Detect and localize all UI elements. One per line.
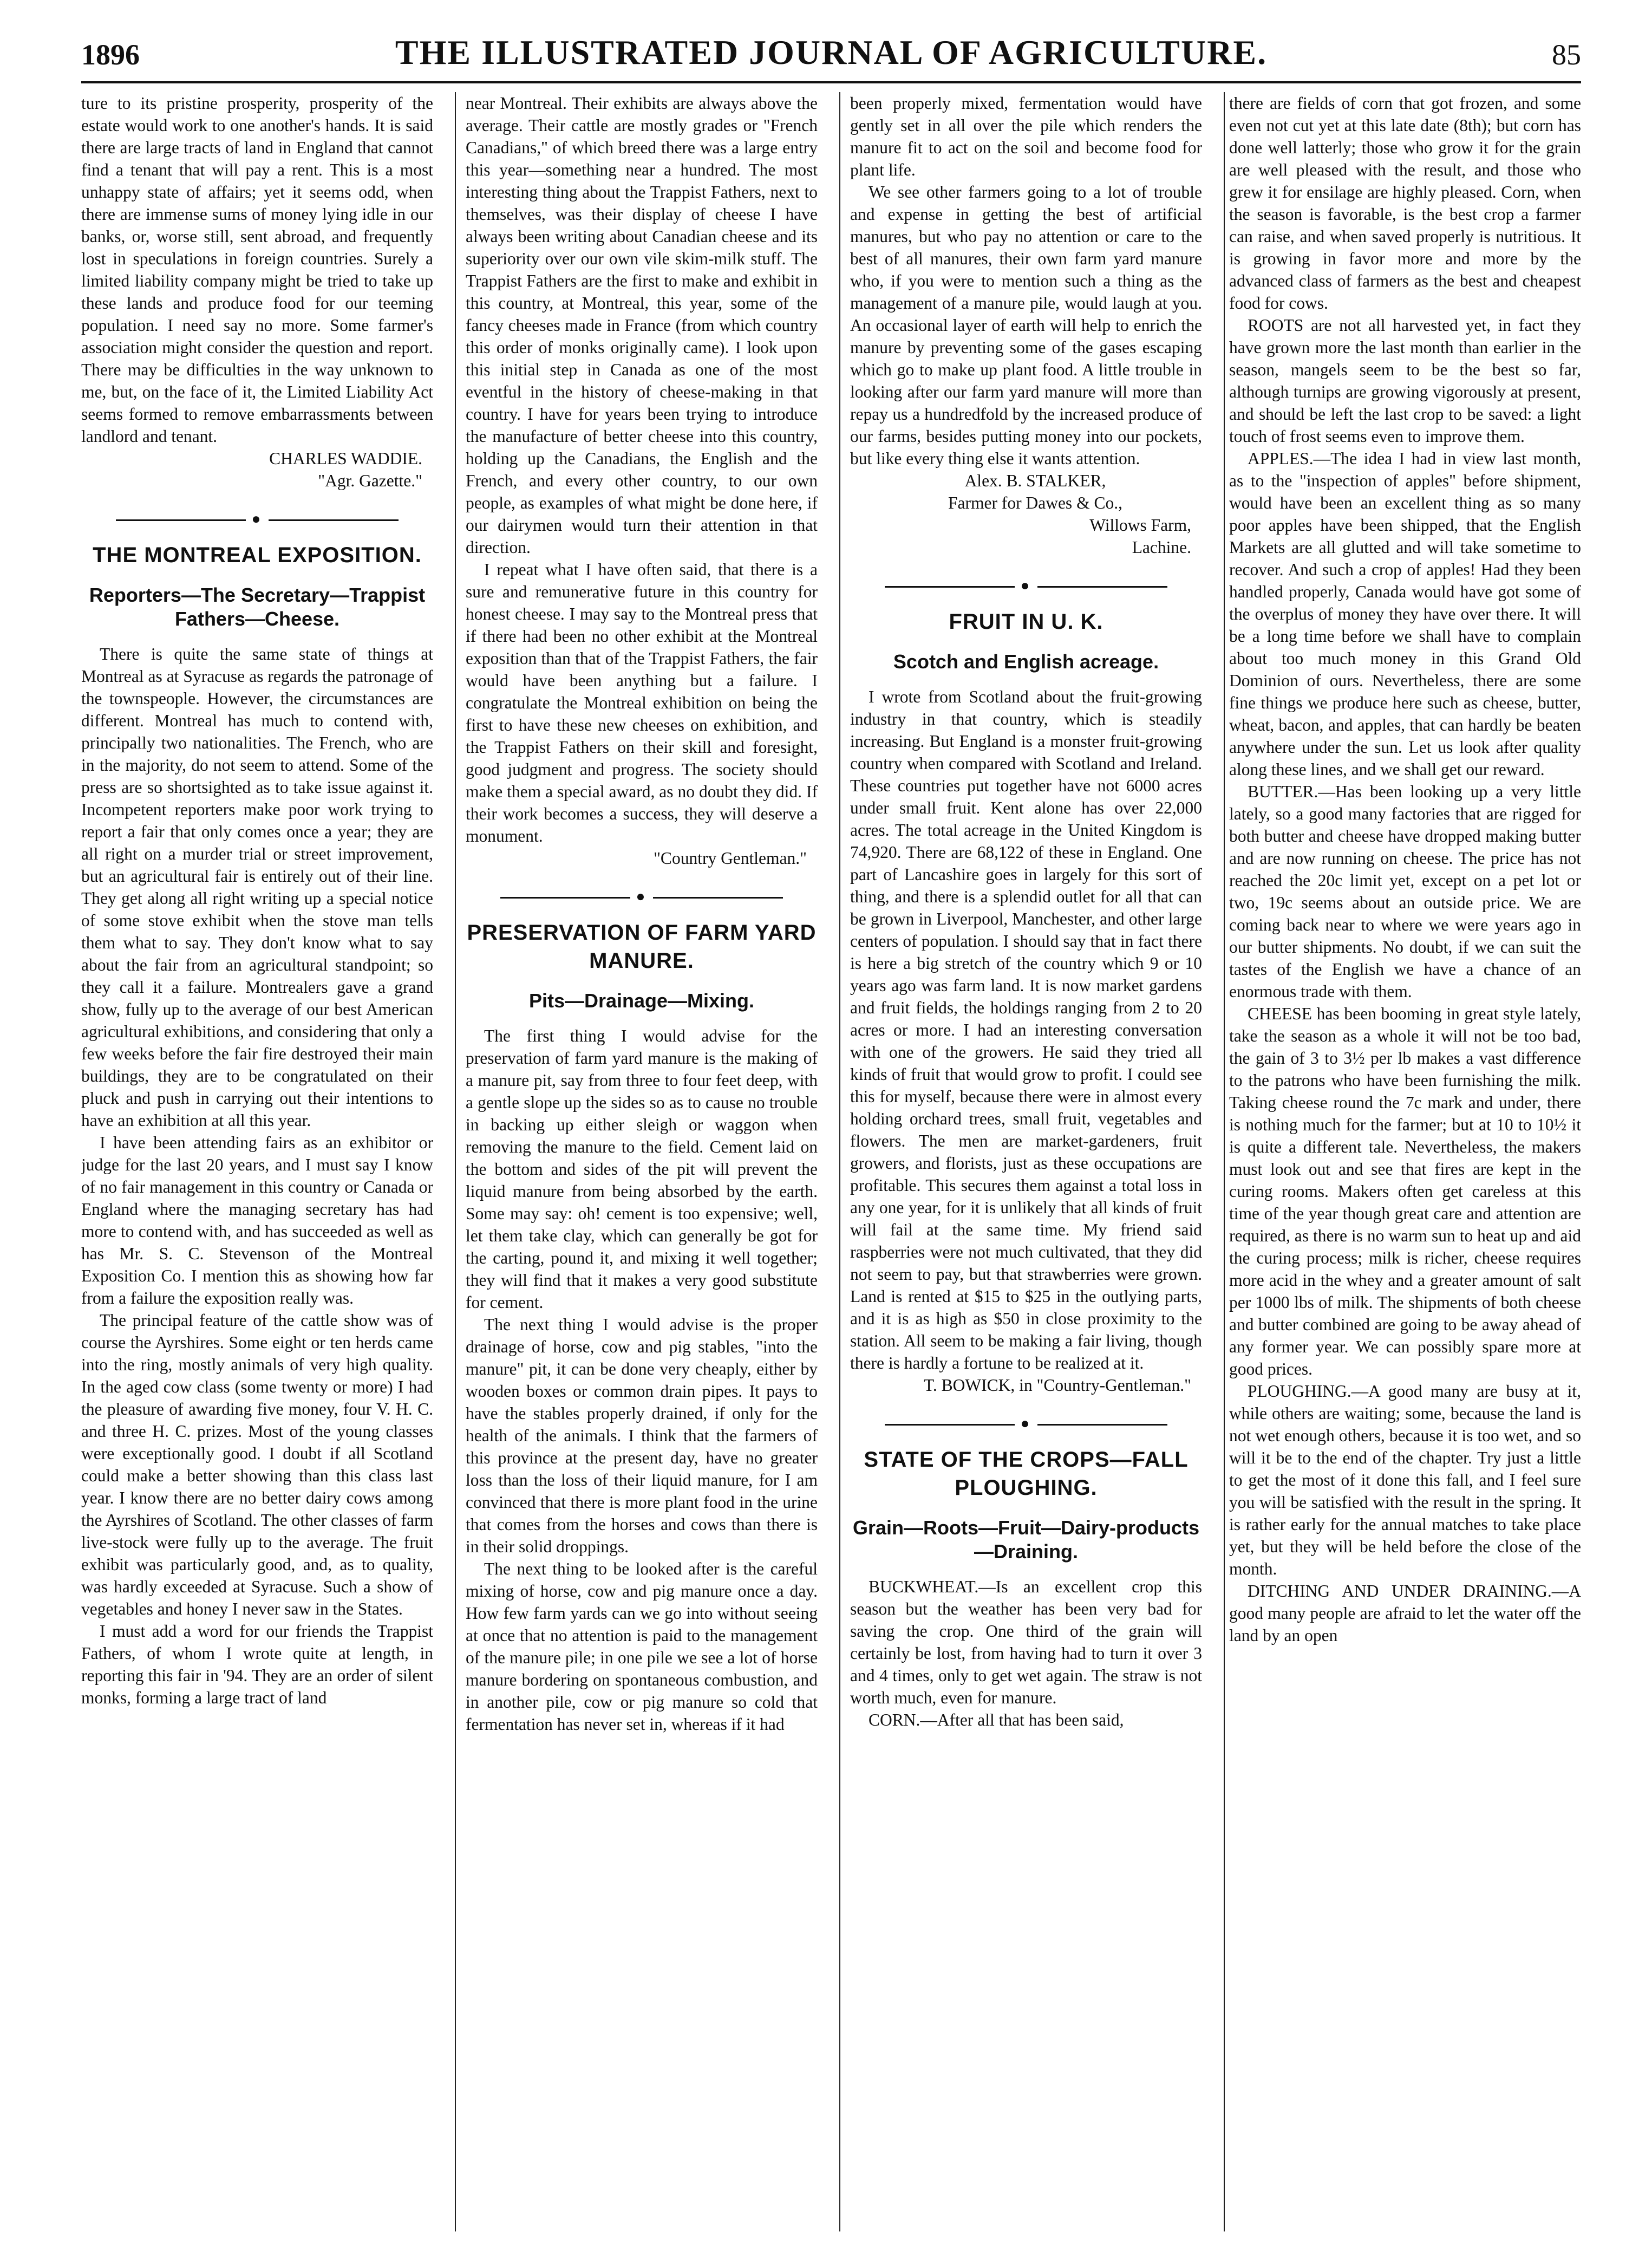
article-subheading: Grain—Roots—Fruit—Dairy-products —Draining.	[852, 1517, 1200, 1563]
column-2	[466, 92, 818, 2231]
paragraph: The first thing I would advise for the preservation of farm yard manure is the making of a manure pit, say from three to four feet deep, with a gentle slope up the sides so as to cause no trouble in backing up either sleigh or waggon when removing the manure to the field. Cement laid on the bottom and sides of the pit will prevent the liquid manure from being absorbed by the earth. Some may say: oh! cement is too expensive; well, let them take clay, which can generally be got for the carting, pound it, and mixing it well together; they will find that it makes a very good substitute for cement.	[466, 1026, 818, 1312]
article-subheading: Scotch and English acreage.	[893, 650, 1159, 673]
section-separator: ●	[81, 508, 433, 530]
paragraph: The next thing to be looked after is the careful mixing of horse, cow and pig manure once a day. How few farm yards can we go into without seeing at once that no attention is paid to the management of the manure pile; in one pile we see a lot of horse manure bordering on spontaneous combustion, and in another pile, cow or pig manure so cold that fermentation has never set in, whereas if it had	[466, 1559, 818, 1734]
article-headline: THE MONTREAL EXPOSITION.	[93, 543, 422, 567]
paragraph: I repeat what I have often said, that there is a sure and remunerative future in this country for honest cheese. I may say to the Montreal press that if there had been no other exhibit at the Montreal exposition than that of the Trappist Fathers, the fair would have been anything but a failure. I congratulate the Montreal exhibition on being the first to have these new cheeses on exhibition, and the Trappist Fathers on their skill and foresight, good judgment and progress. The society should make them a special award, as no doubt they did. If their work becomes a success, they will deserve a monument.	[466, 560, 818, 845]
signature-source: "Agr. Gazette."	[318, 471, 422, 490]
section-separator: ●	[466, 886, 818, 908]
paragraph: CHEESE has been booming in great style lately, take the season as a whole it will not be too bad, the gain of 3 to 3½ per lb makes a vast difference to the patrons who have been furnishing the milk. Taking cheese round the 7c mark and under, there is nothing much for the farmer; but at 10 to 10½ it is quite a different tale. Nevertheless, the makers must look out and see that fires are kept in the curing rooms. Makers often get careless at this time of the year though great care and attention are required, as there is no warm sun to heat up and aid the curing process; milk is richer, cheese requires more acid in the whey and a greater amount of salt per 1000 lbs of milk. The shipments of both cheese and butter combined are going to be away ahead of any former year. We can possibly spare more at good prices.	[1229, 1004, 1581, 1378]
column-4	[1229, 92, 1581, 2231]
signature-line: Farmer for Dawes & Co.,	[948, 493, 1122, 512]
article-headline: FRUIT IN U. K.	[949, 610, 1103, 634]
paragraph: The next thing I would advise is the proper drainage of horse, cow and pig stables, "into the manure" pit, it can be done very cheaply, either by wooden boxes or common drain pipes. It pays to have the stables properly drained, if only for the health of the animals. I think that the farmers of this province at the present day, have no greater loss than the loss of their liquid manure, for I am convinced that there is more plant food in the urine that comes from the horses and cows than there is in their solid droppings.	[466, 1315, 818, 1556]
paragraph: We see other farmers going to a lot of trouble and expense in getting the best of artificial manures, but who pay no attention or care to the best of all manures, their own farm yard manure who, if you were to mention such a thing as the management of a manure pile, would laugh at you. An occasional layer of earth will help to enrich the manure by preventing some of the gases escaping which go to make up plant food. A little trouble in looking after our farm yard manure will more than repay us a hundredfold by the increased produce of our farms, besides putting money into our pockets, but like every thing else it wants attention.	[850, 183, 1202, 468]
paragraph: I must add a word for our friends the Trappist Fathers, of whom I wrote quite at length, in reporting this fair in '94. They are an order of silent monks, forming a large tract of land	[81, 1622, 433, 1707]
page-number: 85	[1552, 38, 1581, 71]
paragraph: The principal feature of the cattle show was of course the Ayrshires. Some eight or ten herds came into the ring, mostly animals of very high quality. In the aged cow class (some twenty or more) I had the pleasure of awarding five money, four V. H. C. and three H. C. prizes. Most of the young classes were exceptionally good. I doubt if all Scotland could make a better showing than this class last year. I know there are no better dairy cows among the Ayrshires of Scotland. The other classes of farm live-stock were fully up to the average. The fruit exhibit was particularly good, and, as to quality, was hardly exceeded at Syracuse. Such a show of vegetables and honey I never saw in the States.	[81, 1311, 433, 1618]
section-separator: ●	[850, 575, 1202, 597]
article-headline: PRESERVATION OF FARM YARD MANURE.	[467, 921, 817, 973]
article-subheading: Reporters—The Secretary—Trappist Fathers—Cheese.	[89, 584, 426, 630]
column-1	[81, 92, 433, 2231]
journal-title: THE ILLUSTRATED JOURNAL OF AGRICULTURE.	[395, 33, 1268, 71]
page-year: 1896	[81, 38, 140, 71]
column-divider	[1224, 92, 1225, 2231]
paragraph: ROOTS are not all harvested yet, in fact they have grown more the last month than earlier in the season, mangels seem to be the best so far, although turnips are growing vigorously at present, and should be left the last crop to be saved: a light touch of frost seems even to improve them.	[1229, 316, 1581, 446]
signature-line: Lachine.	[1132, 538, 1191, 557]
signature: Alex. B. STALKER,	[964, 471, 1106, 490]
article-headline: STATE OF THE CROPS—FALL PLOUGHING.	[864, 1448, 1189, 1500]
section-separator: ●	[850, 1413, 1202, 1435]
header-rule	[81, 81, 1581, 83]
article-subheading: Pits—Drainage—Mixing.	[528, 990, 755, 1012]
paragraph: CORN.—After all that has been said,	[869, 1710, 1124, 1729]
paragraph: there are fields of corn that got frozen, and some even not cut yet at this late date (8th); but corn has done well latterly; those who grow it for the grain are well pleased with the result, and those who grew it for ensilage are highly pleased. Corn, when the season is favorable, is the best crop a farmer can raise, and when saved properly is nutritious. It is growing in favor more and more by the advanced class of farmers as the best and cheapest food for cows.	[1229, 94, 1581, 313]
paragraph: been properly mixed, fermentation would have gently set in all over the pile which renders the manure fit to act on the soil and become food for plant life.	[850, 94, 1202, 179]
paragraph: near Montreal. Their exhibits are always above the average. Their cattle are mostly grades or "French Canadians," of which breed there was a large entry this year—something near a hundred. The most interesting thing about the Trappist Fathers, next to themselves, was their display of cheese I have always been writing about Canadian cheese and its superiority over our own vile skim-milk stuff. The Trappist Fathers are the first to make and exhibit in this country, at Montreal, this year, some of the fancy cheeses made in France (from which country this order of monks originally came). I look upon this initial step in Canada as one of the most eventful in the history of cheese-making in that country. I have for years been trying to introduce the manufacture of better cheese into this country, holding up the Canadians, the English and the French, and every other country, to our own people, as examples of what might be done here, if our dairymen would turn their attention in that direction.	[466, 94, 818, 557]
paragraph: APPLES.—The idea I had in view last month, as to the "inspection of apples" before shipment, would have been an excellent thing as so many poor apples have been shipped, that the English Markets are all glutted and will take sometime to recover. And such a crop of apples! Had they been handled properly, Canada would have got some of the overplus of money they have over there. It will be a long time before we shall have to complain about too much money in this Grand Old Dominion of ours. Nevertheless, there are some fine things we produce here such as cheese, butter, wheat, bacon, and apples, that can hardly be beaten anywhere under the sun. Let us look after quality along these lines, and we shall get our reward.	[1229, 449, 1581, 779]
column-divider	[839, 92, 840, 2231]
column-divider	[455, 92, 456, 2231]
paragraph: I have been attending fairs as an exhibitor or judge for the last 20 years, and I must say I know of no fair management in this country or Canada or England where the managing secretary has had more to contend with, and has succeeded as well as has Mr. S. C. Stevenson of the Montreal Exposition Co. I mention this as showing how far from a failure the exposition really was.	[81, 1133, 433, 1307]
columns	[81, 92, 1581, 2231]
paragraph: There is quite the same state of things at Montreal as at Syracuse as regards the patronage of the townspeople. However, the circumstances are different. Montreal has much to contend with, principally two nationalities. The French, who are in the majority, do not seem to attend. Some of the press are so shortsighted as to take issue against it. Incompetent reporters make poor work trying to report a fair that only comes once a year; they are all right on a murder trial or street improvement, but an agricultural fair is entirely out of their line. They get along all right writing up a special notice of some stove exhibit when the stove man tells them what to say. They don't know what to say about the fair from an agricultural standpoint; so they call it a failure. Montrealers gave a grand show, fully up to the average of our best American agricultural exhibitions, and considering that only a few weeks before the fair fire destroyed their main buildings, they are to be congratulated on their pluck and push in carrying out their intentions to have an exhibition at all this year.	[81, 645, 433, 1130]
column-3	[850, 92, 1202, 2231]
paragraph: PLOUGHING.—A good many are busy at it, while others are waiting; some, because the land is not wet enough others, because it is too wet, and so will it be to the end of the chapter. Try just a little to get the most of it done this fall, and I feel sure you will be satisfied with the result in the spring. It is rather early for the annual matches to take place yet, but they will be held before the close of the month.	[1229, 1382, 1581, 1578]
signature-line: Willows Farm,	[1089, 516, 1191, 535]
paragraph: BUCKWHEAT.—Is an excellent crop this season but the weather has been very bad for saving the crop. One third of the grain will certainly be lost, from having had to turn it over 3 and 4 times, only to get wet again. The straw is not worth much, even for manure.	[850, 1577, 1202, 1707]
paragraph: DITCHING AND UNDER DRAINING.—A good many people are afraid to let the water off the land by an open	[1229, 1582, 1581, 1645]
signature: T. BOWICK, in "Country-Gentleman."	[923, 1376, 1191, 1395]
paragraph: ture to its pristine prosperity, prosperity of the estate would work to one another's hands. It is said there are large tracts of land in England that cannot find a tenant that will pay a rent. This is a most unhappy state of affairs; yet it seems odd, when there are immense sums of money lying idle in our banks, or, worse still, sent abroad, and frequently lost in speculations in foreign countries. Surely a limited liability company might be tried to take up these lands and produce food for our teeming population. I need say no more. Some farmer's association might consider the question and report. There may be difficulties in the way unknown to me, but, on the face of it, the Limited Liability Act seems formed to remove embarrassments between landlord and tenant.	[81, 94, 433, 446]
paragraph: I wrote from Scotland about the fruit-growing industry in that country, which is steadily increasing. But England is a monster fruit-growing country when compared with Scotland and Ireland. These countries put together have not 6000 acres under small fruit. Kent alone has over 22,000 acres. The total acreage in the United Kingdom is 74,920. There are 68,122 of these in England. One part of Lancashire goes in largely for this sort of thing, and there is a splendid outlet for all that can be grown in Liverpool, Manchester, and other large centers of population. I should say that in fact there is here a big stretch of the country which 9 or 10 years ago was farm land. It is now market gardens and fruit fields, the holdings ranging from 2 to 20 acres or more. I had an interesting conversation with one of the growers. He said they tried all kinds of fruit that would grow to profit. I could see this for myself, because there were in almost every holding orchard trees, small fruit, vegetables and flowers. The men are market-gardeners, fruit growers, and florists, just as these occupations are profitable. This secures them against a total loss in any one year, for it is unlikely that all kinds of fruit will fail at the same time. My friend said raspberries were not much cultivated, that they did not seem to pay, but that strawberries were grown. Land is rented at $15 to $25 in the outlying parts, and it is as high as $50 in close proximity to the station. All seem to be making a fair living, though there is hardly a fortune to be realized at it.	[850, 687, 1202, 1372]
signature-source: "Country Gentleman."	[654, 849, 807, 868]
signature: CHARLES WADDIE.	[269, 449, 422, 468]
page-header	[81, 32, 1581, 76]
paragraph: BUTTER.—Has been looking up a very little lately, so a good many factories that are rigged for both butter and cheese have dropped making butter and are now running on cheese. The price has not reached the 20c limit yet, except on a pet lot or two, 19c seems about an outside price. We are coming back near to where we were years ago in our butter shipments. No doubt, if we can suit the tastes of the English we have a chance of an enormous trade with them.	[1229, 782, 1581, 1001]
